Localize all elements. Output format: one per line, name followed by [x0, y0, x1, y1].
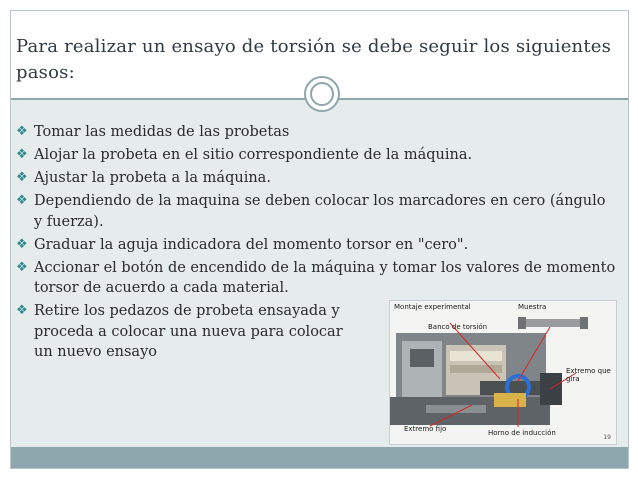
photo-label-extremo-fijo: Extremo fijo [404, 425, 447, 433]
diamond-bullet-icon: ❖ [16, 259, 28, 275]
diamond-bullet-icon: ❖ [16, 147, 28, 162]
photo-label-banco: Banco de torsión [428, 323, 488, 331]
diamond-bullet-icon: ❖ [16, 193, 28, 208]
photo-label-muestra: Muestra [518, 303, 547, 311]
continuation-line: un nuevo ensayo [34, 344, 158, 360]
photo-label-extremo-gira: Extremo que gira [566, 367, 611, 383]
bullet-item [16, 122, 616, 143]
slide-title: Para realizar un ensayo de torsión se debe seguir los siguientes pasos: [16, 36, 612, 83]
diamond-bullet-icon: ❖ [16, 170, 28, 185]
photo-page-number: 19 [603, 434, 611, 441]
diamond-bullet-icon: ❖ [16, 124, 28, 139]
bullet-item [16, 235, 616, 256]
experimental-setup-photo [389, 300, 617, 445]
content-area [11, 100, 628, 447]
circle-ornament-icon [304, 76, 340, 112]
sample-rod [522, 319, 584, 327]
bullet-text: Alojar la probeta en el sitio correspondiente de la máquina. [34, 147, 473, 163]
bullet-text: Graduar la aguja indicadora del momento torsor en "cero". [34, 236, 469, 253]
bullet-item [16, 191, 616, 232]
photo-label-horno: Horno de inducción [488, 429, 556, 437]
bullet-item [16, 258, 616, 299]
bullet-text: Ajustar la probeta a la máquina. [34, 170, 271, 186]
photo-label-montaje: Montaje experimental [394, 303, 471, 311]
bullet-text: Tomar las medidas de las probetas [34, 124, 290, 140]
bullet-text: Dependiendo de la maquina se deben colocar los marcadores en cero (ángulo y fuerza). [34, 193, 606, 230]
diamond-bullet-icon: ❖ [16, 236, 28, 252]
bullet-item [16, 145, 616, 166]
bullet-item [16, 168, 616, 189]
continuation-line: proceda a colocar una nueva para colocar [34, 323, 343, 340]
slide [10, 10, 629, 469]
diamond-bullet-icon: ❖ [16, 303, 28, 318]
bullet-text: Retire los pedazos de probeta ensayada y [34, 303, 340, 319]
bullet-text: Accionar el botón de encendido de la máquina y tomar los valores de momento torsor de acuerdo a cada material. [34, 259, 616, 296]
circle-ornament-inner [310, 82, 334, 106]
bottom-bar [11, 447, 628, 468]
